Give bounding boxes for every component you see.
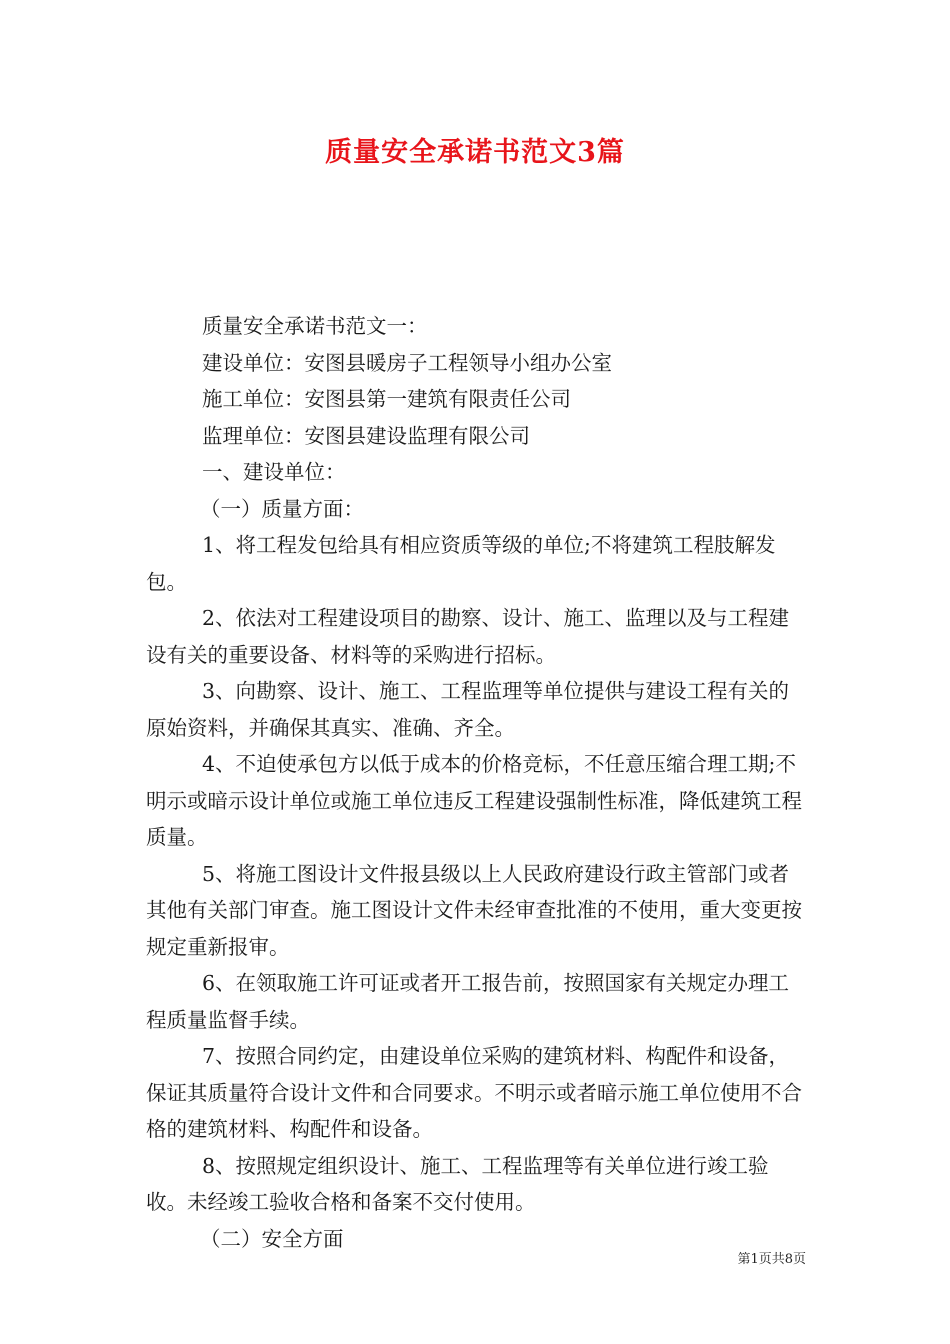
quality-subheading: （一）质量方面： xyxy=(200,496,364,521)
intro-line: 质量安全承诺书范文一： xyxy=(202,314,428,338)
paragraph-item: 6、在领取施工许可证或者开工报告前，按照国家有关规定办理工程质量监督手续。 xyxy=(146,971,790,1032)
document-title: 质量安全承诺书范文3篇 xyxy=(325,137,625,168)
document-body xyxy=(146,308,808,1257)
contractor-unit-line: 施工单位：安图县第一建筑有限责任公司 xyxy=(202,387,571,411)
paragraph-item: 1、将工程发包给具有相应资质等级的单位;不将建筑工程肢解发包。 xyxy=(146,533,776,594)
paragraph-item: 3、向勘察、设计、施工、工程监理等单位提供与建设工程有关的原始资料，并确保其真实、准确、齐全。 xyxy=(146,679,790,740)
safety-subheading: （二）安全方面 xyxy=(200,1226,344,1251)
page-number: 第1页共8页 xyxy=(737,1252,806,1267)
paragraph-item: 8、按照规定组织设计、施工、工程监理等有关单位进行竣工验收。未经竣工验收合格和备案不交付使用。 xyxy=(146,1153,769,1214)
construction-unit-line: 建设单位：安图县暖房子工程领导小组办公室 xyxy=(202,350,612,375)
supervision-unit-line: 监理单位：安图县建设监理有限公司 xyxy=(202,423,530,448)
paragraph-item: 2、依法对工程建设项目的勘察、设计、施工、监理以及与工程建设有关的重要设备、材料等的采购进行招标。 xyxy=(146,606,790,667)
paragraph-item: 4、不迫使承包方以低于成本的价格竞标，不任意压缩合理工期;不明示或暗示设计单位或施工单位违反工程建设强制性标准，降低建筑工程质量。 xyxy=(146,752,802,849)
paragraph-item: 5、将施工图设计文件报县级以上人民政府建设行政主管部门或者其他有关部门审查。施工图设计文件未经审查批准的不使用，重大变更按规定重新报审。 xyxy=(146,861,802,959)
section-heading: 一、建设单位： xyxy=(202,460,346,484)
paragraph-item: 7、按照合同约定，由建设单位采购的建筑材料、构配件和设备，保证其质量符合设计文件和合同要求。不明示或者暗示施工单位使用不合格的建筑材料、构配件和设备。 xyxy=(146,1044,802,1141)
